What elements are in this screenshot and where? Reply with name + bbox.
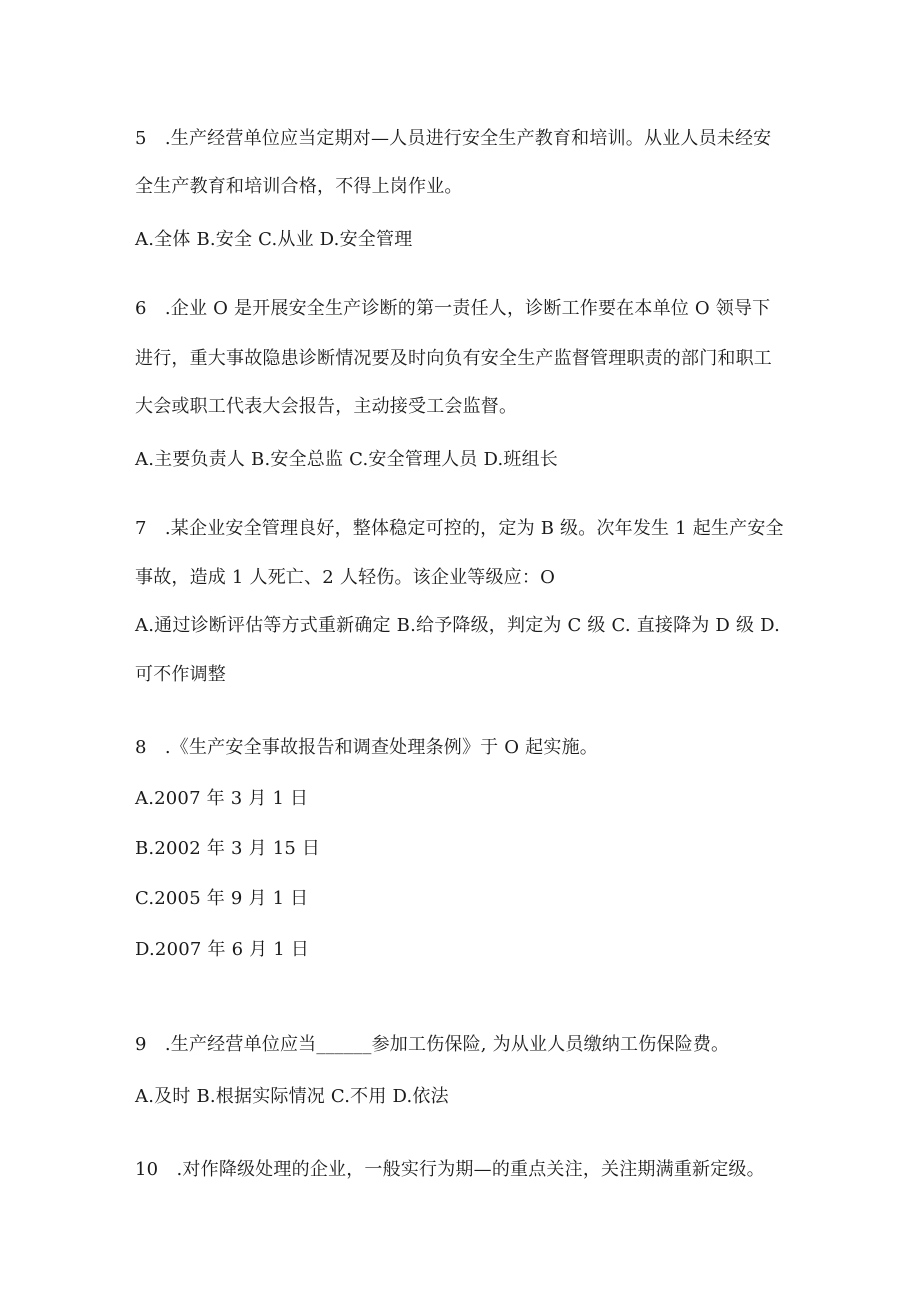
- question-8-line-1: 8 .《生产安全事故报告和调查处理条例》于 O 起实施。: [135, 737, 598, 758]
- question-6-line-2: 进行，重大事故隐患诊断情况要及时向负有安全生产监督管理职责的部门和职工: [135, 348, 772, 369]
- question-8-option-c: C.2005 年 9 月 1 日: [135, 888, 309, 909]
- question-9-line-1: 9 .生产经营单位应当______参加工伤保险, 为从业人员缴纳工伤保险费。: [135, 1034, 730, 1055]
- question-8-option-a: A.2007 年 3 月 1 日: [135, 788, 309, 809]
- question-7-line-2: 事故，造成 1 人死亡、2 人轻伤。该企业等级应：O: [135, 567, 556, 588]
- question-7-options-line-1: A.通过诊断评估等方式重新确定 B.给予降级，判定为 C 级 C. 直接降为 D 级 D.: [135, 615, 781, 636]
- question-10-line-1: 10 .对作降级处理的企业，一般实行为期—的重点关注，关注期满重新定级。: [135, 1159, 765, 1180]
- question-5-line-1: 5 .生产经营单位应当定期对—人员进行安全生产教育和培训。从业人员未经安: [135, 128, 772, 149]
- question-5-options: A.全体 B.安全 C.从业 D.安全管理: [135, 229, 413, 250]
- question-6-line-1: 6 .企业 O 是开展安全生产诊断的第一责任人，诊断工作要在本单位 O 领导下: [135, 298, 771, 319]
- question-9-options: A.及时 B.根据实际情况 C.不用 D.依法: [135, 1086, 449, 1107]
- question-6-line-3: 大会或职工代表大会报告，主动接受工会监督。: [135, 396, 518, 417]
- question-6-options: A.主要负责人 B.安全总监 C.安全管理人员 D.班组长: [135, 449, 558, 470]
- question-5-line-2: 全生产教育和培训合格，不得上岗作业。: [135, 176, 463, 197]
- question-7-options-line-2: 可不作调整: [135, 664, 226, 685]
- question-8-option-b: B.2002 年 3 月 15 日: [135, 838, 321, 859]
- question-7-line-1: 7 .某企业安全管理良好，整体稳定可控的，定为 B 级。次年发生 1 起生产安全: [135, 518, 784, 539]
- question-8-option-d: D.2007 年 6 月 1 日: [135, 939, 310, 960]
